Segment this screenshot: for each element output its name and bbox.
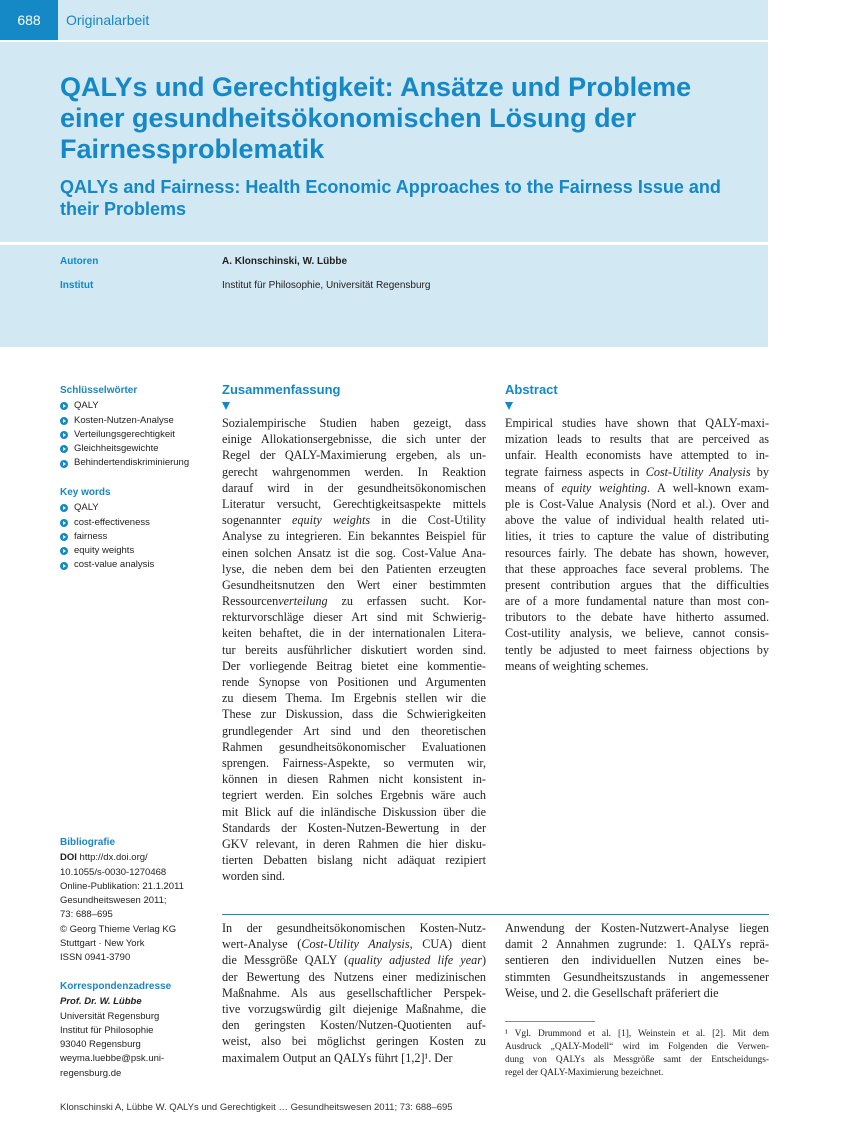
arrow-bullet-icon: [60, 431, 68, 439]
text-line: mit Blick auf die inländische Diskussion über die: [222, 804, 486, 819]
text-line: above the value of individual health related uti-: [505, 513, 769, 528]
text-line: lyse, die neben dem bei den Patienten erzeugten: [222, 561, 486, 576]
text-line: tur bereits ausführlicher diskutiert worden sind.: [222, 642, 486, 657]
text-line: tegriert werden. Ein solches Ergebnis wäre auch: [222, 788, 486, 803]
german-title-line: QALYs und Gerechtigkeit: Ansätze und Probleme: [60, 72, 692, 102]
keyword-item[interactable]: [60, 399, 210, 413]
english-title: [60, 176, 760, 220]
institute: Institut für Philosophie, Universität Regensburg: [222, 280, 431, 291]
keywords-en-heading: Key words: [60, 487, 111, 498]
text-line: einen solchen Ansatz ist die sog. Cost-Value Ana-: [222, 545, 486, 560]
text-line: darauf wird in der gesundheitsökonomischen: [222, 480, 486, 495]
text-line: Der vorliegende Beitrag bietet eine kommentie-: [222, 658, 486, 673]
keyword-label: Gleichheitsgewichte: [74, 443, 159, 455]
text-line: tributors to the debate have hitherto assumed.: [505, 610, 769, 625]
keyword-label: QALY: [74, 400, 99, 412]
keyword-item[interactable]: [60, 414, 210, 428]
text-line: worden sind.: [222, 869, 285, 884]
keywords-en-block: [60, 486, 210, 573]
footnote: [505, 1028, 769, 1080]
text-line: wert-Analyse (Cost-Utility Analysis, CUA) dient: [222, 937, 486, 952]
text-line: Regel der QALY-Maximierung ergeben, als un-: [222, 448, 486, 463]
text-line: are of a more fundamental nature than most con-: [505, 594, 769, 609]
bibliography-block: [60, 836, 210, 966]
text-line: gerecht wahrgenommen werden. In Reaktion: [222, 464, 486, 479]
text-line: rende Synopse von Positionen und Argumenten: [222, 675, 486, 689]
authors: A. Klonschinski, W. Lübbe: [222, 256, 348, 267]
text-line: ¹ Vgl. Drummond et al. [1], Weinstein et al. [2]. Mit dem: [505, 1029, 769, 1039]
page-footer-citation: Klonschinski A, Lübbe W. QALYs und Gerechtigkeit … Gesundheitswesen 2011; 73: 688–695: [60, 1102, 453, 1113]
text-line: tegrate fairness aspects in Cost-Utility Analysis by: [505, 464, 769, 479]
footnote-divider: [505, 1021, 595, 1022]
text-line: means of equity weighting. A well-known exam-: [505, 480, 769, 495]
text-line: unfair. Health economists have attempted to in-: [505, 448, 769, 463]
keyword-label: Kosten-Nutzen-Analyse: [74, 414, 174, 426]
bibliography-line: Online-Publikation: 21.1.2011: [60, 880, 184, 892]
text-line: maximalem Output an QALYs führt [1,2]¹. Der: [222, 1050, 453, 1065]
doi-label: DOI: [60, 852, 77, 864]
text-line: that these approaches face several problems. The: [505, 561, 769, 576]
text-line: sprengen. Fairness-Aspekte, so vermuten wir,: [222, 755, 486, 770]
text-line: weist, also bei möglichst geringen Kosten zu: [222, 1034, 486, 1049]
text-line: zu diesem Thema. Im Ergebnis stellen wir die: [222, 691, 486, 706]
keyword-item[interactable]: [60, 501, 210, 515]
keyword-label: fairness: [74, 530, 108, 542]
text-line: tive vorzugswürdig gilt diejenige Maßnahme, die: [222, 1001, 486, 1016]
bibliography-line: © Georg Thieme Verlag KG: [60, 923, 177, 935]
text-line: Weise, und 2. die Gesellschaft präferiert die: [505, 985, 719, 1000]
arrow-bullet-icon: [60, 562, 68, 570]
text-line: present contribution argues that the difficulties: [505, 577, 769, 592]
text-line: grundlegender Art sind und den theoretischen: [222, 723, 486, 738]
text-line: keiten behaftet, die in der internationalen Litera-: [222, 626, 486, 641]
email-link[interactable]: weyma.luebbe@psk.uni-: [60, 1053, 165, 1065]
text-line: Empirical studies have shown that QALY-maxi-: [505, 416, 769, 430]
keyword-label: equity weights: [74, 545, 135, 557]
keyword-item[interactable]: [60, 428, 210, 442]
section-tag: Originalarbeit: [66, 12, 150, 28]
arrow-bullet-icon: [60, 547, 68, 555]
arrow-bullet-icon: [60, 445, 68, 453]
text-line: dung von QALYs als Messgröße samt der Entscheidungs-: [505, 1055, 769, 1065]
correspondence-heading: Korrespondenzadresse: [60, 981, 172, 992]
section-arrow-icon: [222, 402, 230, 410]
meta-panel: [0, 245, 768, 347]
email-link[interactable]: regensburg.de: [60, 1067, 122, 1079]
abstract-heading: Abstract: [505, 382, 558, 397]
text-line: tierten Debatten bislang nicht adäquat rezipiert: [222, 853, 486, 868]
text-line: sogenannter equity weights in die Cost-Utility: [222, 513, 486, 528]
zusammenfassung-text: [222, 415, 486, 884]
arrow-bullet-icon: [60, 402, 68, 410]
german-title: [60, 72, 740, 165]
text-line: GKV relevant, in deren Rahmen die hier disku-: [222, 836, 486, 851]
text-line: In der gesundheitsökonomischen Kosten-Nutz-: [222, 921, 486, 935]
bibliography-line: ISSN 0941-3790: [60, 952, 131, 964]
text-line: sentieren den individuellen Nutzen eines be-: [505, 953, 769, 968]
keyword-label: Behindertendiskriminierung: [74, 457, 190, 469]
keyword-item[interactable]: [60, 442, 210, 456]
english-title-line: their Problems: [60, 199, 187, 219]
text-line: Analyse zu integrieren. Ein bekanntes Beispiel für: [222, 529, 486, 544]
keyword-label: cost-effectiveness: [74, 516, 150, 528]
arrow-bullet-icon: [60, 519, 68, 527]
keyword-label: QALY: [74, 502, 99, 514]
text-line: Gesundheitsnutzen den Wert einer bestimmten: [222, 577, 486, 592]
section-divider: [222, 914, 769, 915]
institute-label: Institut: [60, 280, 94, 291]
keywords-de-heading: Schlüsselwörter: [60, 385, 138, 396]
page-number: 688: [0, 0, 58, 40]
bibliography-line: Stuttgart · New York: [60, 938, 145, 950]
bibliography-heading: Bibliografie: [60, 837, 116, 848]
text-line: Maßnahme. Als aus gesellschaftlicher Perspek-: [222, 985, 486, 1000]
keyword-item[interactable]: [60, 558, 210, 572]
english-title-line: QALYs and Fairness: Health Economic Approaches to the Fairness Issue and: [60, 177, 721, 197]
text-line: ple is Cost-Value Analysis (Nord et al.). Over and: [505, 496, 769, 511]
text-line: damit 2 Annahmen zugrunde: 1. QALYs reprä-: [505, 937, 769, 952]
text-line: Standards der Kosten-Nutzen-Bewertung in der: [222, 820, 486, 835]
german-title-line: Fairnessproblematik: [60, 134, 325, 164]
text-line: die Messgröße QALY (quality adjusted life year): [222, 953, 486, 968]
text-line: stimmten Gesundheitszustands in angemessener: [505, 969, 769, 984]
bibliography-line: 73: 688–695: [60, 909, 113, 921]
text-line: Literatur versucht, Gerechtigkeitsaspekte mittels: [222, 496, 486, 511]
correspondence-block: [60, 980, 210, 1081]
doi-link[interactable]: 10.1055/s-0030-1270468: [60, 866, 167, 878]
correspondence-line: 93040 Regensburg: [60, 1039, 141, 1051]
text-line: der Bewertung des Nutzens einer medizinischen: [222, 969, 486, 984]
keyword-item[interactable]: [60, 530, 210, 544]
arrow-bullet-icon: [60, 417, 68, 425]
arrow-bullet-icon: [60, 460, 68, 468]
text-line: Ausdruck „QALY-Modell“ wird im Folgenden die Verwen-: [505, 1042, 769, 1052]
text-line: These zur Diskussion, dass die Schwierigkeiten: [222, 707, 486, 722]
keyword-label: Verteilungsgerechtigkeit: [74, 428, 175, 440]
abstract-text: [505, 415, 769, 674]
section-arrow-icon: [505, 402, 513, 410]
text-line: tently be adjusted to meet fairness objections by: [505, 642, 769, 657]
keywords-de-block: [60, 384, 210, 471]
text-line: Anwendung der Kosten-Nutzwert-Analyse liegen: [505, 921, 769, 935]
body-text-right: [505, 920, 769, 1001]
authors-label: Autoren: [60, 256, 99, 267]
correspondence-line: Institut für Philosophie: [60, 1024, 154, 1036]
correspondence-name: Prof. Dr. W. Lübbe: [60, 996, 142, 1008]
bibliography-line: Gesundheitswesen 2011;: [60, 895, 167, 907]
keyword-item[interactable]: [60, 544, 210, 558]
body-text-left: [222, 920, 486, 1066]
text-line: mization leads to results that are perceived as: [505, 432, 769, 447]
german-title-line: einer gesundheitsökonomischen Lösung der: [60, 103, 637, 133]
text-line: lities, it tries to capture the value of distributing: [505, 529, 769, 544]
correspondence-line: Universität Regensburg: [60, 1010, 160, 1022]
doi-link[interactable]: http://dx.doi.org/: [79, 852, 148, 864]
text-line: Cost-utility analysis, we believe, cannot consis-: [505, 626, 769, 641]
text-line: können in diesen Rahmen nicht konsistent in-: [222, 772, 486, 787]
text-line: den geringsten Kosten/Nutzen-Quotienten auf-: [222, 1018, 486, 1033]
text-line: Ressourcenverteilung zu erfassen sucht. Kor-: [222, 594, 486, 609]
text-line: Rahmen gesundheitsökonomischer Evaluationen: [222, 739, 486, 754]
arrow-bullet-icon: [60, 533, 68, 541]
text-line: means of weighting schemes.: [505, 658, 649, 673]
text-line: Sozialempirische Studien haben gezeigt, dass: [222, 416, 486, 430]
text-line: resources fairly. The debate has shown, however,: [505, 545, 769, 560]
text-line: regel der QALY-Maximierung bezeichnet.: [505, 1068, 664, 1078]
text-line: rekturvorschläge dieser Art sind mit Schwierig-: [222, 610, 486, 625]
keyword-item[interactable]: [60, 456, 210, 470]
keyword-label: cost-value analysis: [74, 559, 155, 571]
keyword-item[interactable]: [60, 516, 210, 530]
text-line: einige Allokationsergebnisse, die sich unter der: [222, 432, 486, 447]
zusammenfassung-heading: Zusammenfassung: [222, 382, 341, 397]
arrow-bullet-icon: [60, 504, 68, 512]
